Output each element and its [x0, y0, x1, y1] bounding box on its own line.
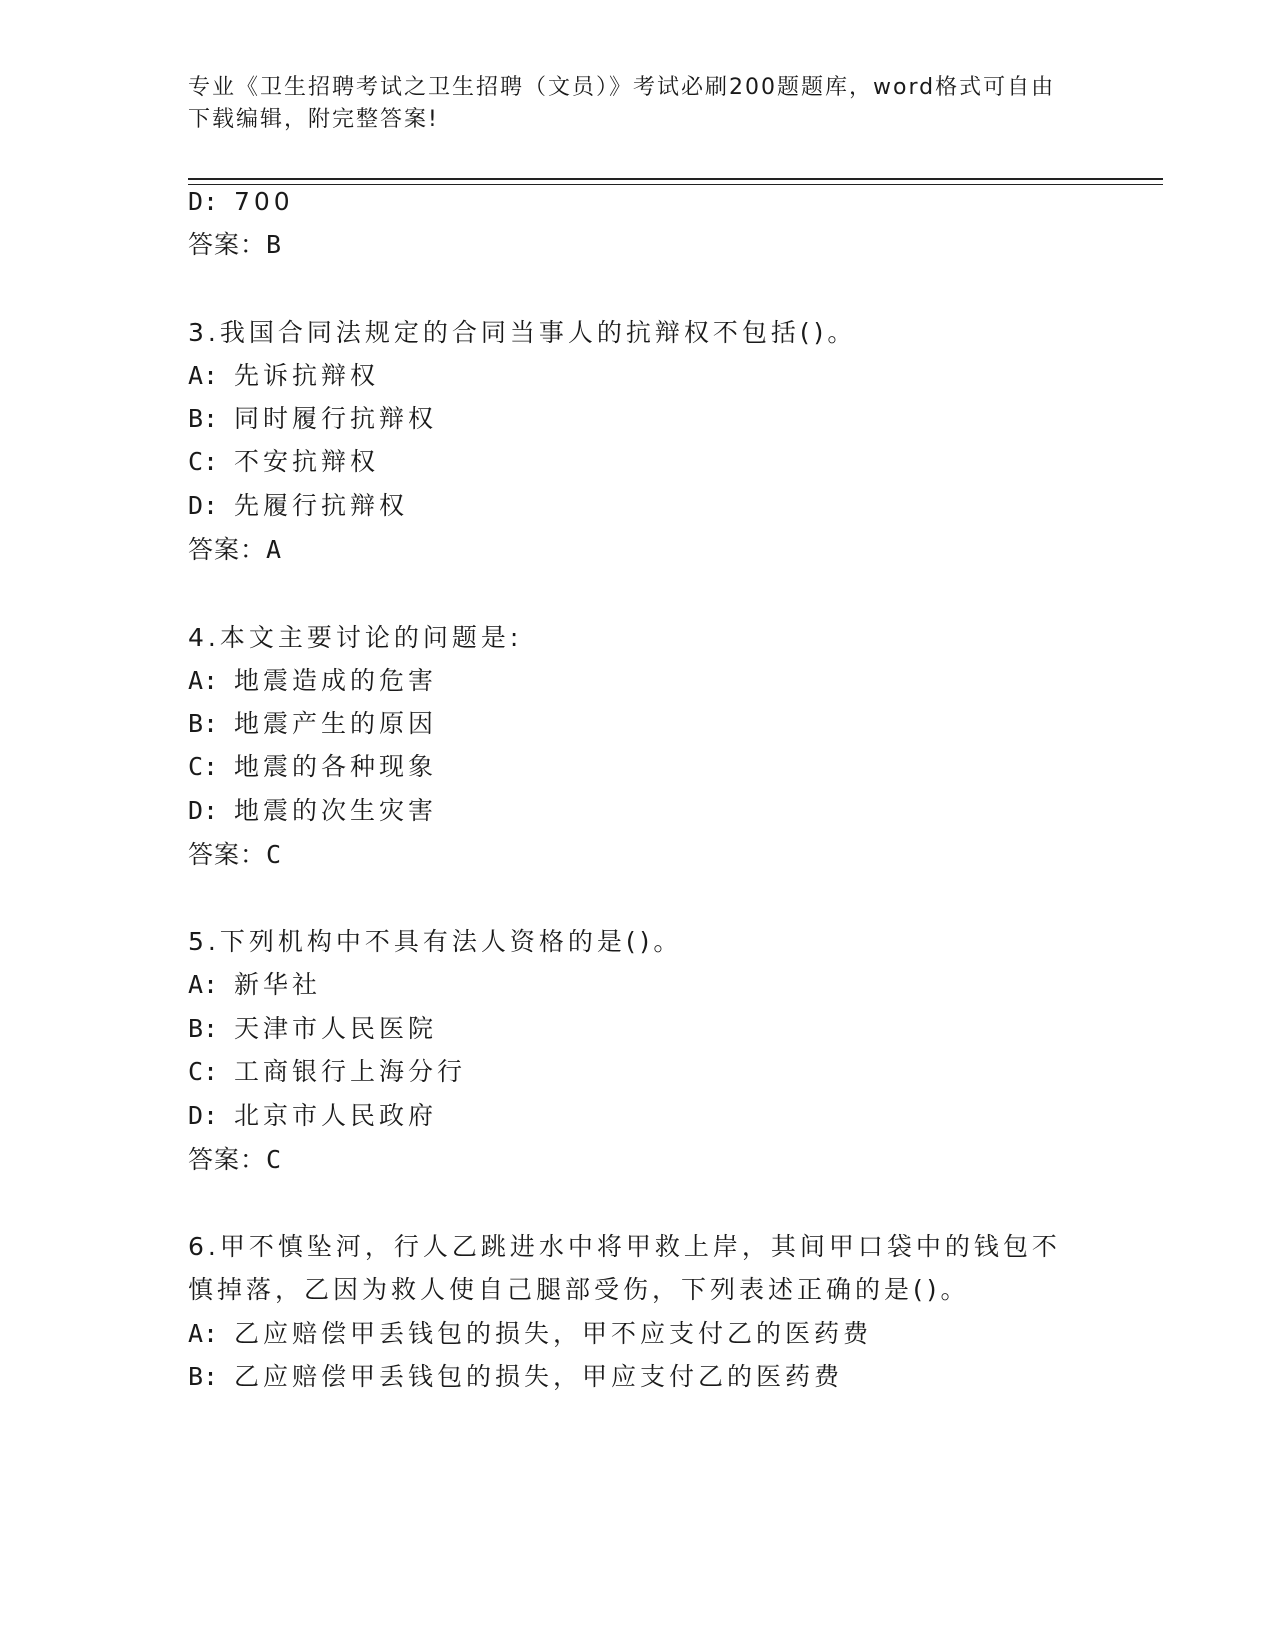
question-stem-line-1: 6.甲不慎坠河，行人乙跳进水中将甲救上岸，其间甲口袋中的钱包不 — [188, 1232, 1061, 1261]
option-c — [188, 1055, 466, 1089]
header-divider-thick — [188, 178, 1163, 180]
option-text: 先履行抗辩权 — [234, 491, 409, 520]
option-key: D: — [188, 491, 219, 520]
option-text: 北京市人民政府 — [234, 1101, 438, 1130]
option-a — [188, 359, 379, 393]
option-text: 乙应赔偿甲丢钱包的损失，甲不应支付乙的医药费 — [234, 1319, 873, 1348]
option-b — [188, 707, 437, 741]
option-key: C: — [188, 447, 219, 476]
option-key: D: — [188, 187, 219, 216]
option-key: C: — [188, 752, 219, 781]
option-c — [188, 445, 379, 479]
option-a — [188, 968, 321, 1002]
option-b — [188, 1360, 843, 1394]
question-stem-line-2: 慎掉落，乙因为救人使自己腿部受伤，下列表述正确的是()。 — [188, 1275, 970, 1304]
answer-line — [188, 1143, 281, 1177]
option-text: 先诉抗辩权 — [234, 361, 380, 390]
option-text: 地震造成的危害 — [234, 666, 438, 695]
option-key: B: — [188, 709, 219, 738]
option-d — [188, 1099, 437, 1133]
answer-value: C — [266, 840, 282, 869]
question-stem: 4.本文主要讨论的问题是: — [188, 623, 523, 652]
question-stem: 5.下列机构中不具有法人资格的是()。 — [188, 927, 683, 956]
answer-label: 答案： — [188, 535, 267, 564]
option-key: A: — [188, 970, 219, 999]
option-key: C: — [188, 1057, 219, 1086]
option-key: A: — [188, 666, 219, 695]
answer-line — [188, 228, 281, 262]
option-text: 700 — [234, 187, 294, 216]
option-text: 地震的各种现象 — [234, 752, 438, 781]
question-stem: 3.我国合同法规定的合同当事人的抗辩权不包括()。 — [188, 318, 857, 347]
answer-value: B — [266, 230, 282, 259]
option-key: A: — [188, 361, 219, 390]
answer-line — [188, 838, 281, 872]
answer-label: 答案： — [188, 1145, 267, 1174]
answer-line — [188, 533, 281, 567]
answer-label: 答案： — [188, 230, 267, 259]
option-c — [188, 750, 437, 784]
option-d — [188, 794, 437, 828]
option-text: 不安抗辩权 — [234, 447, 380, 476]
answer-value: C — [266, 1145, 282, 1174]
option-a — [188, 664, 437, 698]
option-b — [188, 1012, 437, 1046]
option-key: B: — [188, 1362, 219, 1391]
option-b — [188, 402, 437, 436]
option-key: D: — [188, 796, 219, 825]
option-key: A: — [188, 1319, 219, 1348]
answer-label: 答案： — [188, 840, 267, 869]
option-text: 天津市人民医院 — [234, 1014, 438, 1043]
option-key: B: — [188, 1014, 219, 1043]
answer-value: A — [266, 535, 282, 564]
option-d — [188, 489, 408, 523]
header-divider-thin — [188, 184, 1163, 185]
document-header: 专业《卫生招聘考试之卫生招聘（文员）》考试必刷200题题库，word格式可自由下载编辑，附完整答案! — [188, 75, 1056, 132]
option-text: 新华社 — [234, 970, 322, 999]
option-text: 同时履行抗辩权 — [234, 404, 438, 433]
option-key: D: — [188, 1101, 219, 1130]
option-d — [188, 185, 294, 219]
option-key: B: — [188, 404, 219, 433]
option-text: 地震的次生灾害 — [234, 796, 438, 825]
option-text: 乙应赔偿甲丢钱包的损失，甲应支付乙的医药费 — [234, 1362, 844, 1391]
option-text: 地震产生的原因 — [234, 709, 438, 738]
option-a — [188, 1317, 872, 1351]
option-text: 工商银行上海分行 — [234, 1057, 467, 1086]
